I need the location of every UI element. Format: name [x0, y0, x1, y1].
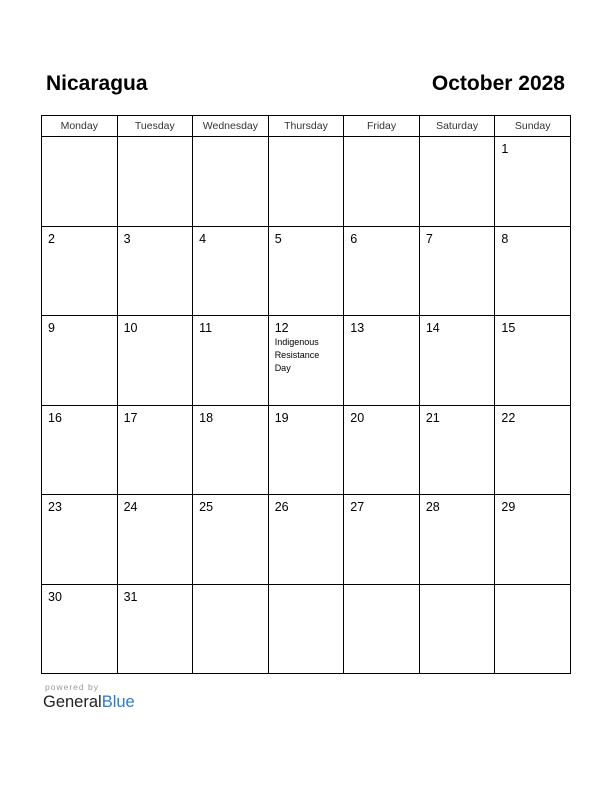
day-number: 15: [501, 321, 516, 335]
calendar-day-cell: [193, 495, 269, 585]
day-number: 13: [350, 321, 365, 335]
day-number: 2: [48, 231, 55, 246]
day-number: 10: [123, 321, 138, 335]
day-number: 24: [123, 500, 138, 514]
calendar-day-cell: [42, 405, 118, 495]
day-number: 16: [48, 410, 62, 425]
weekday-saturday: Saturday: [419, 116, 495, 137]
calendar-day-cell: [117, 495, 193, 585]
day-number: 8: [501, 231, 509, 246]
weekday-sunday: Sunday: [495, 116, 571, 137]
calendar-day-cell: [117, 405, 193, 495]
calendar-day-cell: [117, 137, 193, 227]
weekday-wednesday: Wednesday: [193, 116, 269, 137]
calendar-week-row: [42, 226, 571, 316]
calendar-day-cell: [193, 316, 269, 406]
day-number: 17: [123, 410, 138, 425]
calendar-day-cell: [419, 584, 495, 674]
calendar-day-cell: [42, 137, 118, 227]
calendar-day-cell: [419, 226, 495, 316]
calendar-day-cell: [268, 584, 344, 674]
month-year-title: October 2028: [431, 72, 565, 95]
calendar-week-row: [42, 405, 571, 495]
calendar-day-cell: [42, 584, 118, 674]
day-number: 28: [425, 500, 440, 514]
day-number: 1: [501, 142, 509, 156]
country-title: Nicaragua: [46, 72, 148, 95]
calendar-day-cell: [42, 316, 118, 406]
day-number: 22: [501, 410, 516, 425]
day-number: 29: [501, 500, 516, 514]
calendar-day-cell: [419, 316, 495, 406]
calendar-day-cell: [495, 584, 571, 674]
day-number: 19: [274, 410, 289, 425]
day-number: 4: [199, 231, 207, 246]
calendar-day-cell: [344, 405, 420, 495]
day-number: 27: [350, 500, 365, 514]
day-number: 11: [199, 321, 213, 335]
calendar-day-cell: [193, 584, 269, 674]
logo-general-text: General: [43, 693, 102, 711]
day-number: 23: [48, 500, 62, 514]
day-number: 31: [123, 589, 138, 604]
day-number: 18: [199, 410, 214, 425]
calendar-day-cell: [42, 495, 118, 585]
calendar-day-cell: [344, 584, 420, 674]
calendar-day-cell: [419, 495, 495, 585]
weekday-friday: Friday: [344, 116, 420, 137]
calendar-day-cell: [193, 405, 269, 495]
day-number: 21: [425, 410, 440, 425]
calendar-day-cell: [495, 405, 571, 495]
day-number: 20: [350, 410, 365, 425]
calendar-day-cell: [495, 137, 571, 227]
calendar-day-cell: [268, 495, 344, 585]
calendar-day-cell: [344, 137, 420, 227]
day-number: 5: [274, 231, 282, 246]
calendar-day-cell: [193, 137, 269, 227]
calendar-grid: [41, 115, 571, 674]
calendar-week-row: [42, 584, 571, 674]
calendar-day-cell: [42, 226, 118, 316]
calendar-week-row: [42, 137, 571, 227]
calendar-day-cell: [193, 226, 269, 316]
calendar-day-cell: [495, 316, 571, 406]
day-number: 9: [48, 321, 55, 335]
calendar-week-row: [42, 495, 571, 585]
holiday-label: Indigenous Resistance Day: [274, 337, 320, 373]
calendar-day-cell: [117, 316, 193, 406]
calendar-day-cell: [495, 495, 571, 585]
day-number: 26: [274, 500, 289, 514]
day-number: 14: [425, 321, 440, 335]
day-number: 25: [199, 500, 214, 514]
generalblue-logo[interactable]: [43, 693, 135, 712]
calendar-day-cell: [344, 316, 420, 406]
calendar-day-cell: [344, 495, 420, 585]
calendar-day-cell: [495, 226, 571, 316]
weekday-monday: Monday: [42, 116, 118, 137]
calendar-day-cell: [117, 226, 193, 316]
calendar-day-cell: [268, 226, 344, 316]
day-number: 7: [425, 231, 433, 246]
calendar-day-cell: [117, 584, 193, 674]
calendar-week-row: [42, 316, 571, 406]
day-number: 3: [123, 231, 131, 246]
calendar-day-cell: [268, 316, 344, 406]
calendar-day-cell: [344, 226, 420, 316]
weekday-header-row: [42, 116, 571, 137]
powered-by-text: powered by: [45, 682, 99, 692]
calendar-day-cell: [268, 137, 344, 227]
day-number: 12: [274, 321, 289, 335]
calendar-day-cell: [419, 405, 495, 495]
calendar-day-cell: [268, 405, 344, 495]
logo-blue-text: Blue: [101, 693, 135, 711]
weekday-thursday: Thursday: [268, 116, 344, 137]
calendar-day-cell: [419, 137, 495, 227]
day-number: 6: [350, 231, 358, 246]
weekday-tuesday: Tuesday: [117, 116, 193, 137]
powered-by-branding: [43, 682, 135, 712]
day-number: 30: [48, 589, 62, 604]
